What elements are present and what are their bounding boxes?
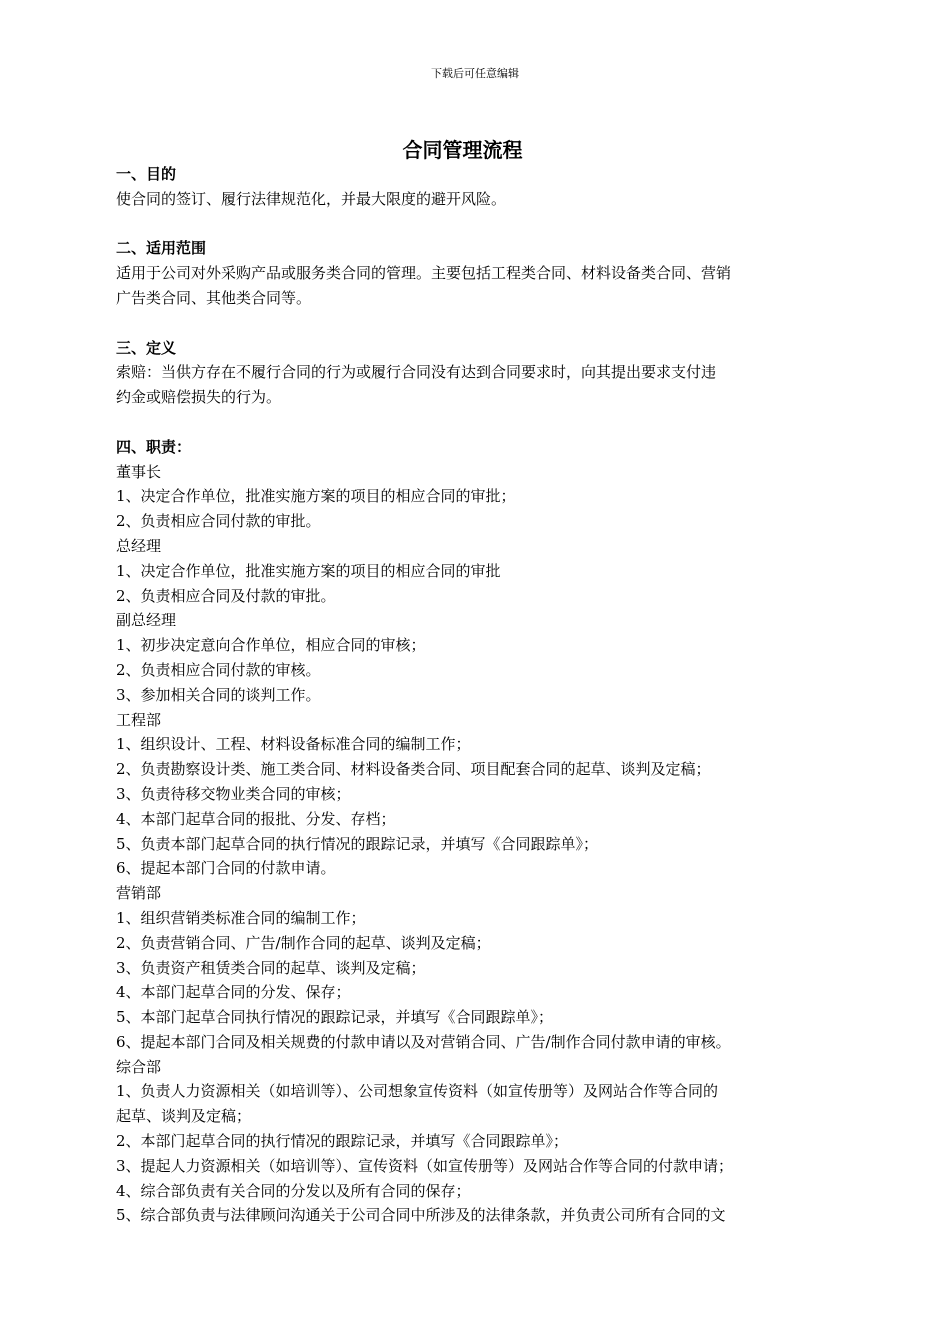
definition-text-line: 索赔：当供方存在不履行合同的行为或履行合同没有达到合同要求时，向其提出要求支付违	[116, 363, 717, 382]
list-item: 2、负责营销合同、广告/制作合同的起草、谈判及定稿；	[116, 933, 491, 952]
list-item: 5、综合部负责与法律顾问沟通关于公司合同中所涉及的法律条款，并负责公司所有合同的文	[116, 1206, 726, 1225]
scope-text-line: 广告类合同、其他类合同等。	[116, 288, 312, 307]
page-title: 合同管理流程	[402, 138, 523, 162]
section-heading-purpose: 一、目的	[116, 165, 177, 183]
blank-line	[116, 311, 816, 336]
list-item: 1、决定合作单位，批准实施方案的项目的相应合同的审批；	[116, 487, 516, 506]
section-heading-scope: 二、适用范围	[116, 239, 207, 258]
blank-line	[116, 212, 816, 237]
document-body	[116, 162, 816, 1228]
list-item: 5、本部门起草合同执行情况的跟踪记录，并填写《合同跟踪单》；	[116, 1008, 554, 1027]
section-heading-duties: 四、职责：	[116, 437, 192, 456]
role-title-gm: 总经理	[116, 536, 162, 555]
role-title-chairman: 董事长	[116, 462, 162, 481]
list-item: 3、参加相关合同的谈判工作。	[116, 685, 321, 704]
list-item: 2、负责相应合同及付款的审批。	[116, 586, 336, 605]
list-item: 2、负责勘察设计类、施工类合同、材料设备类合同、项目配套合同的起草、谈判及定稿；	[116, 760, 711, 779]
list-item: 1、初步决定意向合作单位，相应合同的审核；	[116, 636, 426, 655]
list-item: 4、综合部负责有关合同的分发以及所有合同的保存；	[116, 1181, 471, 1200]
list-item: 3、负责待移交物业类合同的审核；	[116, 784, 351, 803]
role-title-engineering: 工程部	[116, 710, 162, 729]
list-item: 6、提起本部门合同的付款申请。	[116, 859, 336, 878]
list-item: 2、负责相应合同付款的审批。	[116, 512, 321, 531]
list-item: 起草、谈判及定稿；	[116, 1107, 252, 1126]
section-heading-definition: 三、定义	[116, 338, 177, 357]
list-item: 5、负责本部门起草合同的执行情况的跟踪记录，并填写《合同跟踪单》；	[116, 834, 599, 853]
list-item: 1、组织营销类标准合同的编制工作；	[116, 908, 366, 927]
list-item: 2、本部门起草合同的执行情况的跟踪记录，并填写《合同跟踪单》；	[116, 1132, 569, 1151]
list-item: 1、负责人力资源相关（如培训等）、公司想象宣传资料（如宣传册等）及网站合作等合同的	[116, 1082, 719, 1101]
purpose-text: 使合同的签订、履行法律规范化，并最大限度的避开风险。	[116, 189, 507, 208]
list-item: 3、提起人力资源相关（如培训等）、宣传资料（如宣传册等）及网站合作等合同的付款申请；	[116, 1156, 734, 1175]
list-item: 3、负责资产租赁类合同的起草、谈判及定稿；	[116, 958, 426, 977]
list-item: 6、提起本部门合同及相关规费的付款申请以及对营销合同、广告/制作合同付款申请的审核。	[116, 1032, 731, 1051]
role-title-admin: 综合部	[116, 1057, 162, 1076]
list-item: 1、决定合作单位，批准实施方案的项目的相应合同的审批	[116, 561, 501, 580]
list-item: 4、本部门起草合同的报批、分发、存档；	[116, 809, 396, 828]
list-item: 4、本部门起草合同的分发、保存；	[116, 983, 351, 1002]
list-item: 1、组织设计、工程、材料设备标准合同的编制工作；	[116, 735, 471, 754]
role-title-vgm: 副总经理	[116, 611, 177, 630]
definition-text-line: 约金或赔偿损失的行为。	[116, 388, 282, 407]
role-title-marketing: 营销部	[116, 884, 162, 903]
blank-line	[116, 410, 816, 435]
page-header: 下载后可任意编辑	[431, 67, 519, 80]
scope-text-line: 适用于公司对外采购产品或服务类合同的管理。主要包括工程类合同、材料设备类合同、营销	[116, 264, 732, 283]
list-item: 2、负责相应合同付款的审核。	[116, 660, 321, 679]
